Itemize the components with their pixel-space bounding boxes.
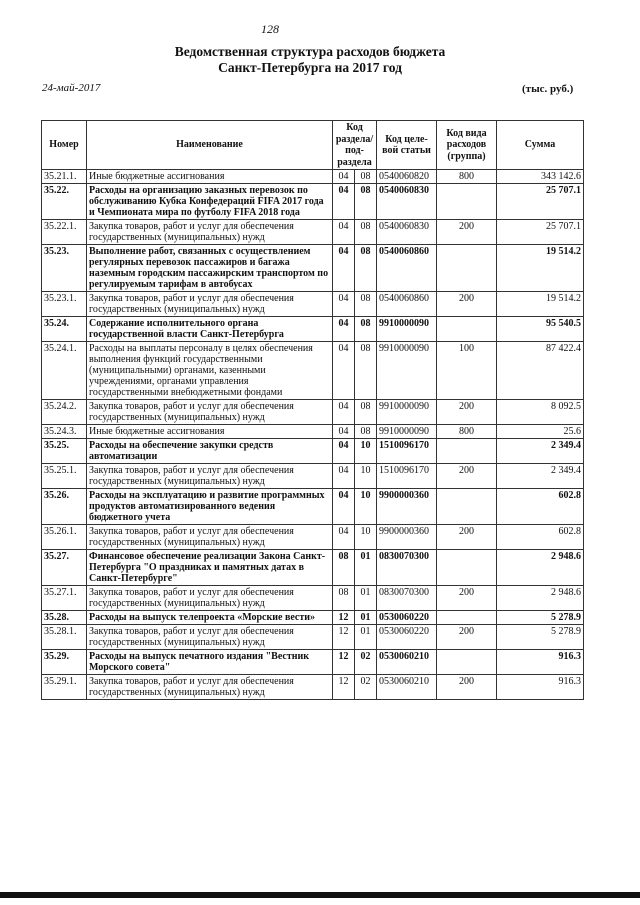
row-expense-type [437,439,497,464]
row-subsection-code: 01 [355,550,377,586]
title-line-1: Ведомственная структура расходов бюджета [174,44,446,59]
table-row [42,170,584,184]
row-expense-type [437,245,497,292]
row-target-code: 0530060220 [377,625,437,650]
row-section-code: 04 [333,525,355,550]
header-name: Наименование [87,121,333,170]
row-expense-type: 200 [437,675,497,700]
header-sum: Сумма [497,121,584,170]
row-name: Закупка товаров, работ и услуг для обеспечения государственных (муниципальных) нужд [87,220,333,245]
row-target-code: 9910000090 [377,342,437,400]
row-subsection-code: 08 [355,342,377,400]
row-expense-type: 200 [437,464,497,489]
row-number: 35.29.1. [42,675,87,700]
row-name: Расходы на эксплуатацию и развитие программных продуктов автоматизированного ведения бюджетного учета [87,489,333,525]
row-number: 35.21.1. [42,170,87,184]
row-subsection-code: 08 [355,245,377,292]
row-target-code: 0530060210 [377,650,437,675]
row-section-code: 08 [333,586,355,611]
row-subsection-code: 10 [355,525,377,550]
row-expense-type [437,489,497,525]
table-row [42,625,584,650]
row-target-code: 0830070300 [377,586,437,611]
row-expense-type: 200 [437,292,497,317]
row-name: Закупка товаров, работ и услуг для обеспечения государственных (муниципальных) нужд [87,464,333,489]
row-subsection-code: 02 [355,650,377,675]
row-name: Закупка товаров, работ и услуг для обеспечения государственных (муниципальных) нужд [87,400,333,425]
row-subsection-code: 01 [355,625,377,650]
header-section: Код раздела/ под-раздела [333,121,377,170]
row-sum: 87 422.4 [497,342,584,400]
row-section-code: 04 [333,342,355,400]
row-sum: 916.3 [497,650,584,675]
row-name: Выполнение работ, связанных с осуществлением регулярных перевозок пассажиров и багажа наземным городским пассажирским транспортом по регулируемым тарифам в автобусах [87,245,333,292]
row-subsection-code: 01 [355,611,377,625]
row-sum: 2 948.6 [497,550,584,586]
row-target-code: 9900000360 [377,525,437,550]
row-expense-type: 200 [437,400,497,425]
row-sum: 25 707.1 [497,184,584,220]
row-sum: 2 349.4 [497,464,584,489]
row-target-code: 9910000090 [377,425,437,439]
row-expense-type [437,184,497,220]
table-row [42,550,584,586]
table-row [42,400,584,425]
row-sum: 2 349.4 [497,439,584,464]
row-target-code: 0540060860 [377,245,437,292]
row-sum: 602.8 [497,489,584,525]
table-row [42,464,584,489]
row-name: Закупка товаров, работ и услуг для обеспечения государственных (муниципальных) нужд [87,586,333,611]
row-expense-type: 200 [437,525,497,550]
row-section-code: 04 [333,245,355,292]
row-subsection-code: 08 [355,317,377,342]
row-subsection-code: 10 [355,489,377,525]
row-name: Расходы на обеспечение закупки средств автоматизации [87,439,333,464]
row-target-code: 0830070300 [377,550,437,586]
row-section-code: 12 [333,650,355,675]
row-number: 35.24. [42,317,87,342]
row-name: Расходы на организацию заказных перевозок по обслуживанию Кубка Конфедераций FIFA 2017 года и Чемпионата мира по футболу FIFA 2018 года [87,184,333,220]
header-target: Код целе-вой статьи [377,121,437,170]
row-target-code: 9900000360 [377,489,437,525]
row-name: Расходы на выплаты персоналу в целях обеспечения выполнения функций государственными (муниципальными) органами, казенными учреждениями, органами управления государственными внебюджетными фондами [87,342,333,400]
row-section-code: 04 [333,464,355,489]
table-row [42,317,584,342]
row-number: 35.24.3. [42,425,87,439]
row-number: 35.23. [42,245,87,292]
row-name: Закупка товаров, работ и услуг для обеспечения государственных (муниципальных) нужд [87,675,333,700]
row-number: 35.24.1. [42,342,87,400]
row-target-code: 0540060820 [377,170,437,184]
table-row [42,439,584,464]
row-section-code: 12 [333,675,355,700]
row-name: Финансовое обеспечение реализации Закона Санкт-Петербурга "О праздниках и памятных датах в Санкт-Петербурге" [87,550,333,586]
row-name: Закупка товаров, работ и услуг для обеспечения государственных (муниципальных) нужд [87,525,333,550]
row-number: 35.27. [42,550,87,586]
row-target-code: 9910000090 [377,400,437,425]
row-subsection-code: 08 [355,425,377,439]
row-expense-type: 200 [437,586,497,611]
row-sum: 343 142.6 [497,170,584,184]
units-label: (тыс. руб.) [522,83,574,95]
document-date: 24-май-2017 [42,82,101,94]
row-expense-type: 800 [437,425,497,439]
row-name: Закупка товаров, работ и услуг для обеспечения государственных (муниципальных) нужд [87,292,333,317]
row-number: 35.25. [42,439,87,464]
row-expense-type [437,611,497,625]
table-row [42,525,584,550]
row-target-code: 0540060860 [377,292,437,317]
row-number: 35.25.1. [42,464,87,489]
row-name: Расходы на выпуск печатного издания "Вестник Морского совета" [87,650,333,675]
table-row [42,611,584,625]
row-section-code: 04 [333,292,355,317]
row-sum: 95 540.5 [497,317,584,342]
row-sum: 8 092.5 [497,400,584,425]
row-section-code: 12 [333,625,355,650]
table-row [42,220,584,245]
row-name: Расходы на выпуск телепроекта «Морские вести» [87,611,333,625]
row-sum: 602.8 [497,525,584,550]
row-expense-type: 200 [437,220,497,245]
row-subsection-code: 08 [355,184,377,220]
row-sum: 25.6 [497,425,584,439]
row-expense-type [437,317,497,342]
row-section-code: 04 [333,400,355,425]
row-sum: 916.3 [497,675,584,700]
table-row [42,425,584,439]
row-section-code: 04 [333,317,355,342]
row-name: Содержание исполнительного органа государственной власти Санкт-Петербурга [87,317,333,342]
row-sum: 5 278.9 [497,625,584,650]
table-row [42,675,584,700]
title-line-2: Санкт-Петербурга на 2017 год [218,60,402,75]
row-number: 35.27.1. [42,586,87,611]
row-section-code: 08 [333,550,355,586]
page-number: 128 [261,22,279,36]
table-row [42,489,584,525]
row-section-code: 04 [333,439,355,464]
row-number: 35.28. [42,611,87,625]
table-row [42,245,584,292]
row-sum: 19 514.2 [497,292,584,317]
bottom-scan-bar [0,892,640,898]
row-number: 35.24.2. [42,400,87,425]
row-target-code: 0530060220 [377,611,437,625]
row-sum: 5 278.9 [497,611,584,625]
row-subsection-code: 10 [355,464,377,489]
row-section-code: 04 [333,425,355,439]
row-expense-type: 100 [437,342,497,400]
row-subsection-code: 02 [355,675,377,700]
document-title [0,44,620,76]
row-section-code: 04 [333,220,355,245]
row-target-code: 9910000090 [377,317,437,342]
row-number: 35.26.1. [42,525,87,550]
row-sum: 25 707.1 [497,220,584,245]
row-number: 35.23.1. [42,292,87,317]
header-expense-type: Код вида расходов (группа) [437,121,497,170]
row-sum: 2 948.6 [497,586,584,611]
table-row [42,184,584,220]
row-target-code: 1510096170 [377,439,437,464]
row-number: 35.29. [42,650,87,675]
row-target-code: 0540060830 [377,184,437,220]
row-subsection-code: 08 [355,292,377,317]
row-target-code: 0530060210 [377,675,437,700]
row-subsection-code: 08 [355,400,377,425]
budget-table [41,120,584,700]
row-number: 35.22.1. [42,220,87,245]
table-row [42,650,584,675]
row-expense-type: 200 [437,625,497,650]
row-subsection-code: 10 [355,439,377,464]
row-sum: 19 514.2 [497,245,584,292]
table-row [42,586,584,611]
row-number: 35.26. [42,489,87,525]
table-row [42,342,584,400]
row-section-code: 04 [333,184,355,220]
row-name: Закупка товаров, работ и услуг для обеспечения государственных (муниципальных) нужд [87,625,333,650]
row-subsection-code: 08 [355,220,377,245]
header-number: Номер [42,121,87,170]
row-section-code: 12 [333,611,355,625]
row-expense-type [437,550,497,586]
row-section-code: 04 [333,489,355,525]
row-target-code: 0540060830 [377,220,437,245]
table-row [42,292,584,317]
row-target-code: 1510096170 [377,464,437,489]
row-name: Иные бюджетные ассигнования [87,170,333,184]
row-section-code: 04 [333,170,355,184]
row-expense-type [437,650,497,675]
row-subsection-code: 08 [355,170,377,184]
row-number: 35.28.1. [42,625,87,650]
row-number: 35.22. [42,184,87,220]
row-expense-type: 800 [437,170,497,184]
row-subsection-code: 01 [355,586,377,611]
row-name: Иные бюджетные ассигнования [87,425,333,439]
